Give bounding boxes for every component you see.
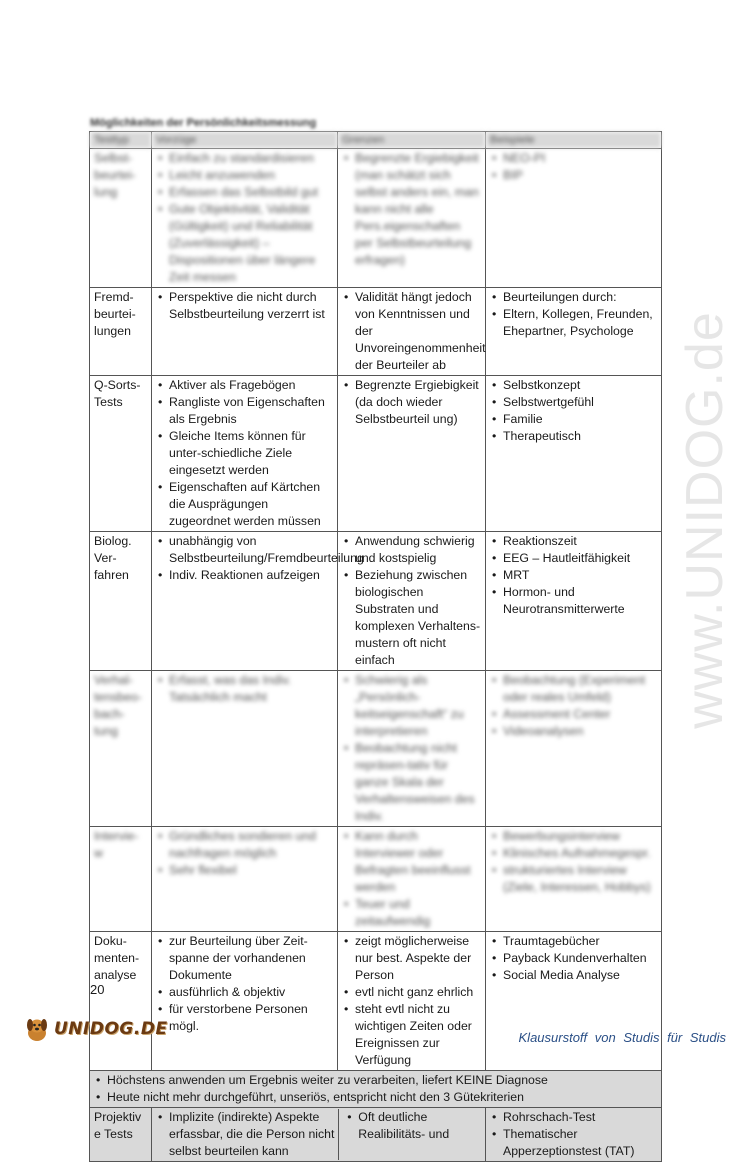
dog-icon — [22, 1014, 52, 1044]
projective-pros-cons — [152, 1108, 486, 1162]
pros-cell — [152, 288, 338, 376]
pro-item: • Einfach zu standardisieren — [169, 150, 333, 167]
pros-cell — [152, 827, 338, 932]
test-type-cell: Verhal-tensbeo-bach-tung — [90, 671, 152, 827]
cons-cell — [338, 288, 486, 376]
examples-cell — [486, 532, 662, 671]
projective-example: • Rohrschach-Test — [503, 1109, 657, 1126]
pro-item: • Sehr flexibel — [169, 862, 333, 879]
document-title: Möglichkeiten der Persönlichkeitsmessung — [90, 117, 317, 129]
con-item: • Validität hängt jedoch von Kenntnissen und der Unvoreingenommenheit der Beurteiler ab — [355, 289, 481, 374]
examples-cell — [486, 671, 662, 827]
con-item: • Kann durch Interviewer oder Befragten beeinflusst werden — [355, 828, 481, 896]
table-row — [90, 532, 662, 671]
personality-assessment-table — [89, 131, 662, 1162]
note-item: • Heute nicht mehr durchgeführt, unseriös, entspricht nicht den 3 Gütekriterien — [107, 1089, 657, 1106]
cons-cell — [338, 532, 486, 671]
example-item: • BIP — [503, 167, 657, 184]
example-item: • Beobachtung (Experiment oder reales Umfeld) — [503, 672, 657, 706]
test-type-cell: Doku-menten-analyse — [90, 932, 152, 1071]
projective-con: • Oft deutliche Realibilitäts- und — [358, 1109, 481, 1143]
unidog-logo[interactable] — [22, 1014, 168, 1044]
projective-type: Projektiv e Tests — [90, 1108, 152, 1162]
page-number: 20 — [90, 982, 105, 997]
pros-cell — [152, 376, 338, 532]
examples-cell — [486, 827, 662, 932]
example-item: • Traumtagebücher — [503, 933, 657, 950]
watermark: www.UNIDOG.de — [676, 311, 734, 729]
example-item: • Reaktionszeit — [503, 533, 657, 550]
pro-item: • Gründliches sondieren und nachfragen möglich — [169, 828, 333, 862]
pro-item: • Eigenschaften auf Kärtchen die Ausprägungen zugeordnet werden müssen — [169, 479, 333, 530]
con-item: • steht evtl nicht zu wichtigen Zeiten oder Ereignissen zur Verfügung — [355, 1001, 481, 1069]
con-item: • zeigt möglicherweise nur best. Aspekte der Person — [355, 933, 481, 984]
table-row — [90, 932, 662, 1071]
note-row — [90, 1071, 662, 1108]
table-row — [90, 671, 662, 827]
example-item: • EEG – Hautleitfähigkeit — [503, 550, 657, 567]
cons-cell — [338, 932, 486, 1071]
test-type-cell: Fremd-beurtei-lungen — [90, 288, 152, 376]
example-item: • Selbstwertgefühl — [503, 394, 657, 411]
projective-example: • Thematischer Apperzeptionstest (TAT) — [503, 1126, 657, 1160]
example-item: • NEO-PI — [503, 150, 657, 167]
pro-item: • Rangliste von Eigenschaften als Ergebnis — [169, 394, 333, 428]
con-item: • Schwierig als „Persönlich-keitseigenschaft“ zu interpretieren — [355, 672, 481, 740]
example-item: • Eltern, Kollegen, Freunden, Ehepartner, Psychologe — [503, 306, 657, 340]
con-item: • Beziehung zwischen biologischen Substraten und komplexen Verhaltens-mustern oft nicht einfach — [355, 567, 481, 669]
note-cell — [90, 1071, 662, 1108]
pros-cell — [152, 671, 338, 827]
example-item: • Klinisches Aufnahmegespr. — [503, 845, 657, 862]
pro-item: • Erfasst, was das Indiv. Tatsächlich macht — [169, 672, 333, 706]
projective-pro: • Implizite (indirekte) Aspekte erfassbar, die die Person nicht selbst beurteilen kann — [169, 1109, 339, 1160]
cons-cell — [338, 149, 486, 288]
pro-item: • ausführlich & objektiv — [169, 984, 333, 1001]
con-item: • evtl nicht ganz ehrlich — [355, 984, 481, 1001]
header-pros: Vorzüge — [152, 132, 338, 149]
projective-row — [90, 1108, 662, 1162]
example-item: • Videoanalysen — [503, 723, 657, 740]
con-item: • Beobachtung nicht repräsen-tativ für ganze Skala der Verhaltensweisen des Indiv. — [355, 740, 481, 825]
pros-cell — [152, 149, 338, 288]
example-intro: • Beurteilungen durch: — [503, 289, 657, 306]
example-item: • Social Media Analyse — [503, 967, 657, 984]
test-type-cell: Selbst-beurtei-lung — [90, 149, 152, 288]
table-row — [90, 149, 662, 288]
examples-cell — [486, 149, 662, 288]
examples-cell — [486, 932, 662, 1071]
example-item: • Bewerbungsinterview — [503, 828, 657, 845]
cons-cell — [338, 827, 486, 932]
test-type-cell: Biolog. Ver-fahren — [90, 532, 152, 671]
header-type: Testtyp — [90, 132, 152, 149]
test-type-cell: Intervie-w — [90, 827, 152, 932]
example-item: • MRT — [503, 567, 657, 584]
pro-item: • Aktiver als Fragebögen — [169, 377, 333, 394]
example-item: • Selbstkonzept — [503, 377, 657, 394]
examples-cell — [486, 288, 662, 376]
footer-tagline: Klausurstoff von Studis für Studis — [518, 1030, 726, 1045]
example-item: • Therapeutisch — [503, 428, 657, 445]
pros-cell — [152, 532, 364, 671]
cons-cell — [338, 376, 486, 532]
projective-examples — [486, 1108, 662, 1162]
con-item: • Anwendung schwierig und kostspielig — [355, 533, 481, 567]
table-row — [90, 288, 662, 376]
pro-item: • Gute Objektivität, Validität (Gültigkeit) und Reliabilität (Zuverlässigkeit) – Dispositionen über längere Zeit messen — [169, 201, 333, 286]
pro-item: • für verstorbene Personen mögl. — [169, 1001, 333, 1035]
con-item: • Begrenzte Ergiebigkeit (da doch wieder Selbstbeurteil ung) — [355, 377, 481, 428]
example-item: • Hormon- und Neurotransmitterwerte — [503, 584, 657, 618]
test-type-cell: Q-Sorts-Tests — [90, 376, 152, 532]
examples-cell — [486, 376, 662, 532]
example-item: • Payback Kundenverhalten — [503, 950, 657, 967]
logo-text: UNIDOG.DE — [54, 1019, 168, 1039]
cons-cell — [338, 671, 486, 827]
pro-item: • Perspektive die nicht durch Selbstbeurteilung verzerrt ist — [169, 289, 333, 323]
table-row — [90, 376, 662, 532]
pro-item: • Leicht anzuwenden — [169, 167, 333, 184]
note-item: • Höchstens anwenden um Ergebnis weiter zu verarbeiten, liefert KEINE Diagnose — [107, 1072, 657, 1089]
pro-item: • zur Beurteilung über Zeit-spanne der vorhandenen Dokumente — [169, 933, 333, 984]
con-item: • Begrenzte Ergiebigkeit (man schätzt sich selbst anders ein, man kann nicht alle Pers.eigenschaften per Selbstbeurteilung erfragen) — [355, 150, 481, 269]
pro-item: • Indiv. Reaktionen aufzeigen — [169, 567, 333, 584]
pro-item: • Erfassen das Selbstbild gut — [169, 184, 333, 201]
table-row — [90, 827, 662, 932]
con-item: • Teuer und zeitaufwendig — [355, 896, 481, 930]
header-examples: Beispiele — [486, 132, 662, 149]
pro-item: • Gleiche Items können für unter-schiedliche Ziele eingesetzt werden — [169, 428, 333, 479]
pros-cell — [152, 932, 338, 1071]
header-cons: Grenzen — [338, 132, 486, 149]
example-item: • strukturiertes Interview (Ziele, Interessen, Hobbys) — [503, 862, 657, 896]
table-header-row — [90, 132, 662, 149]
example-item: • Assessment Center — [503, 706, 657, 723]
example-item: • Familie — [503, 411, 657, 428]
pro-item: • unabhängig von Selbstbeurteilung/Fremdbeurteilung — [169, 533, 333, 567]
